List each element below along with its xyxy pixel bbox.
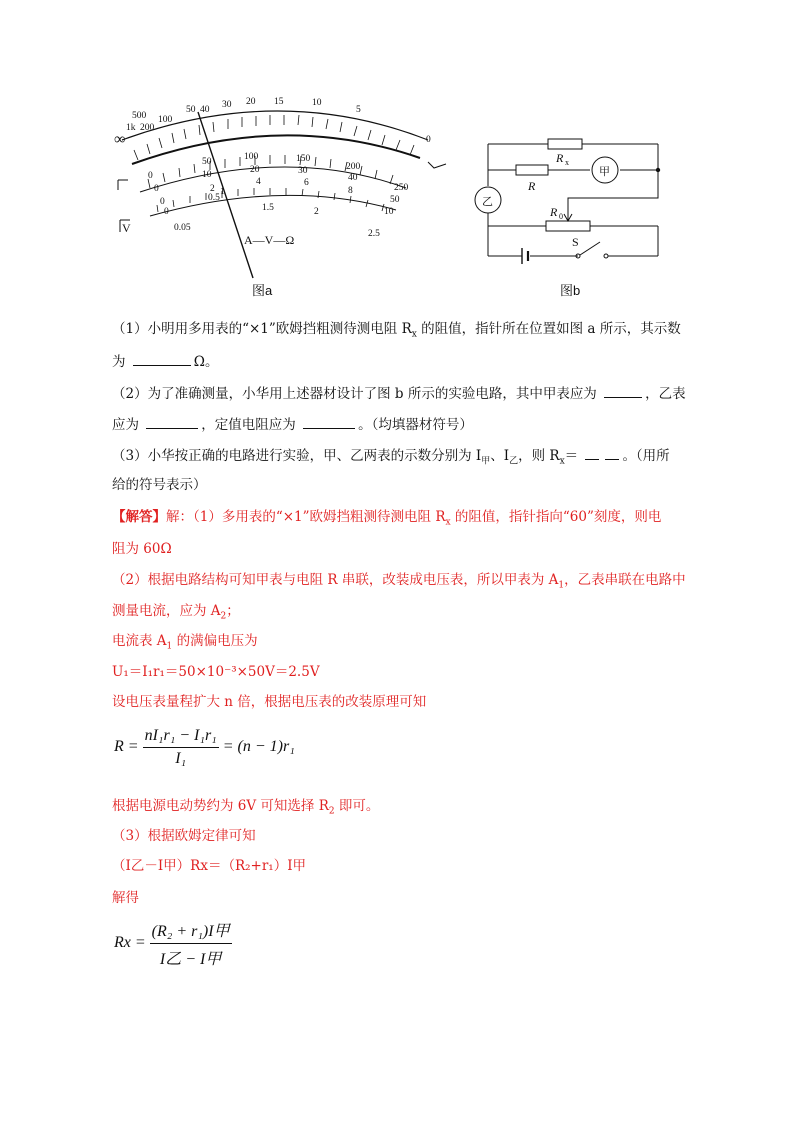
label-r: R <box>528 179 536 193</box>
answer-3-line-3: 解得 <box>112 890 139 906</box>
formula-rx: Rx = $\frac{\text{(R₂ + r₁)I甲}}{\text{I乙 − I甲}}$ <box>114 918 232 969</box>
dc-scale-b-50: 50 <box>390 195 400 205</box>
label-r0: R <box>550 205 558 219</box>
answer-2-line-3: 电流表 $A_1$ 的满偏电压为 <box>112 633 258 652</box>
circuit-diagram-figure <box>470 130 670 270</box>
dc-scale-b-30: 30 <box>298 166 308 176</box>
dc-scale-a-250: 250 <box>394 183 409 193</box>
label-yi: 乙 <box>482 196 493 208</box>
ohm-scale-100: 100 <box>158 115 173 125</box>
ohm-scale-1k: 1k <box>126 123 136 133</box>
dc-scale-b-40: 40 <box>348 173 358 183</box>
ac-scale-2-5: 2.5 <box>368 229 380 239</box>
answer-blank-4[interactable] <box>303 414 355 429</box>
answer-1-line-1: 【解答】解：（1）多用表的“×1”欧姆挡粗测待测电阻 $R_x$ 的阻值，指针指向“60”刻度，则电 <box>112 509 662 528</box>
label-jia: 甲 <box>599 166 610 178</box>
dc-scale-a-200: 200 <box>346 162 361 172</box>
ac-scale-0: 0 <box>164 207 169 217</box>
ohm-scale-15: 15 <box>274 97 284 107</box>
multimeter-dial-figure <box>110 92 460 302</box>
dc-scale-c-0: 0 <box>160 197 165 207</box>
answer-3-line-1: （3）根据欧姆定律可知 <box>112 828 256 844</box>
dc-scale-b-10: 10 <box>202 170 212 180</box>
question-2-line-2: 应为 ，定值电阻应为 。（均填器材符号） <box>112 414 473 435</box>
label-rx: R <box>556 151 564 165</box>
formula-resistor: R = $\frac{\text{nI₁r₁ − I₁r₁}}{\text{I₁}}$ = (n − 1)r₁ <box>114 727 295 767</box>
label-switch: S <box>572 235 579 249</box>
dc-scale-a-50: 50 <box>202 157 212 167</box>
answer-blank-6[interactable] <box>605 445 619 460</box>
dc-scale-c-8: 8 <box>348 186 353 196</box>
ac-scale-1: 1 <box>220 187 225 197</box>
meter-label: A—V—Ω <box>244 233 295 247</box>
answer-2-line-1: （2）根据电路结构可知甲表与电阻 R 串联，改装成电压表，所以甲表为 $A_1$，乙表串联在电路中 <box>112 572 686 591</box>
answer-tag: 【解答】 <box>112 509 166 525</box>
ohm-scale-40: 40 <box>200 105 210 115</box>
answer-2-line-2: 测量电流，应为 $A_2$； <box>112 603 240 622</box>
ohm-scale-50: 50 <box>186 105 196 115</box>
answer-blank-5[interactable] <box>585 445 599 460</box>
formula-resistor-fraction: $\frac{\text{nI₁r₁ − I₁r₁}}{\text{I₁}}$ <box>144 727 217 767</box>
v-symbol: V <box>122 221 131 235</box>
ohm-scale-200: 200 <box>140 123 155 133</box>
ac-scale-2: 2 <box>314 207 319 217</box>
ohm-scale-10: 10 <box>312 98 322 108</box>
ohm-scale-inf: ∞ <box>114 131 126 148</box>
dc-scale-a-100: 100 <box>244 152 259 162</box>
dc-scale-a-150: 150 <box>296 154 311 164</box>
ac-scale-0-5: 0.5 <box>208 193 220 203</box>
dc-scale-c-10: 10 <box>384 207 394 217</box>
answer-2-line-5: 设电压表量程扩大 n 倍，根据电压表的改装原理可知 <box>112 694 427 710</box>
question-3-line-2: 给的符号表示） <box>112 477 207 493</box>
question-3-line-1: （3）小华按正确的电路进行实验，甲、乙两表的示数分别为 $I_甲$、$I_乙$，则 $R_x=$ 。（用所 <box>112 445 670 472</box>
question-1-line-1: （1）小明用多用表的“×1”欧姆挡粗测待测电阻 $R_x$ 的阻值，指针所在位置如图 a 所示，其示数 <box>112 321 681 340</box>
ohm-scale-5: 5 <box>356 105 361 115</box>
figure-b-caption: 图b <box>560 283 581 298</box>
answer-blank-3[interactable] <box>146 414 198 429</box>
dc-scale-c-6: 6 <box>304 178 309 188</box>
answer-3-line-2: （I乙－I甲）Rx＝（R₂+r₁）I甲 <box>112 858 307 874</box>
dc-scale-a-0: 0 <box>148 171 153 181</box>
figure-a-caption: 图a <box>252 283 273 298</box>
formula-rx-fraction: $\frac{\text{(R₂ + r₁)I甲}}{\text{I乙 − I甲}}$ <box>150 918 232 969</box>
ohm-scale-30: 30 <box>222 100 232 110</box>
answer-2-line-6: 根据电源电动势约为 6V 可知选择 $R_2$ 即可。 <box>112 798 380 817</box>
dc-scale-c-4: 4 <box>256 177 261 187</box>
answer-blank-1[interactable] <box>133 351 191 366</box>
dc-scale-b-20: 20 <box>250 165 260 175</box>
answer-blank-2[interactable] <box>604 383 642 398</box>
label-rx-sub: x <box>565 158 569 167</box>
answer-1-line-2: 阻为 60Ω <box>112 541 172 557</box>
ohm-scale-0: 0 <box>426 135 431 145</box>
ohm-scale-500: 500 <box>132 111 147 121</box>
question-1-line-2: 为 Ω。 <box>112 351 219 372</box>
dc-scale-b-0: 0 <box>154 184 159 194</box>
ac-scale-small: 0.05 <box>174 223 191 233</box>
label-r0-sub: 0 <box>559 212 563 221</box>
question-2-line-1: （2）为了准确测量，小华用上述器材设计了图 b 所示的实验电路，其中甲表应为 ，乙表 <box>112 383 686 404</box>
ohm-scale-20: 20 <box>246 97 256 107</box>
ac-scale-1-5: 1.5 <box>262 203 274 213</box>
dc-scale-c-2: 2 <box>210 184 215 194</box>
answer-2-line-4: U₁＝I₁r₁＝50×10⁻³×50V＝2.5V <box>112 664 320 680</box>
